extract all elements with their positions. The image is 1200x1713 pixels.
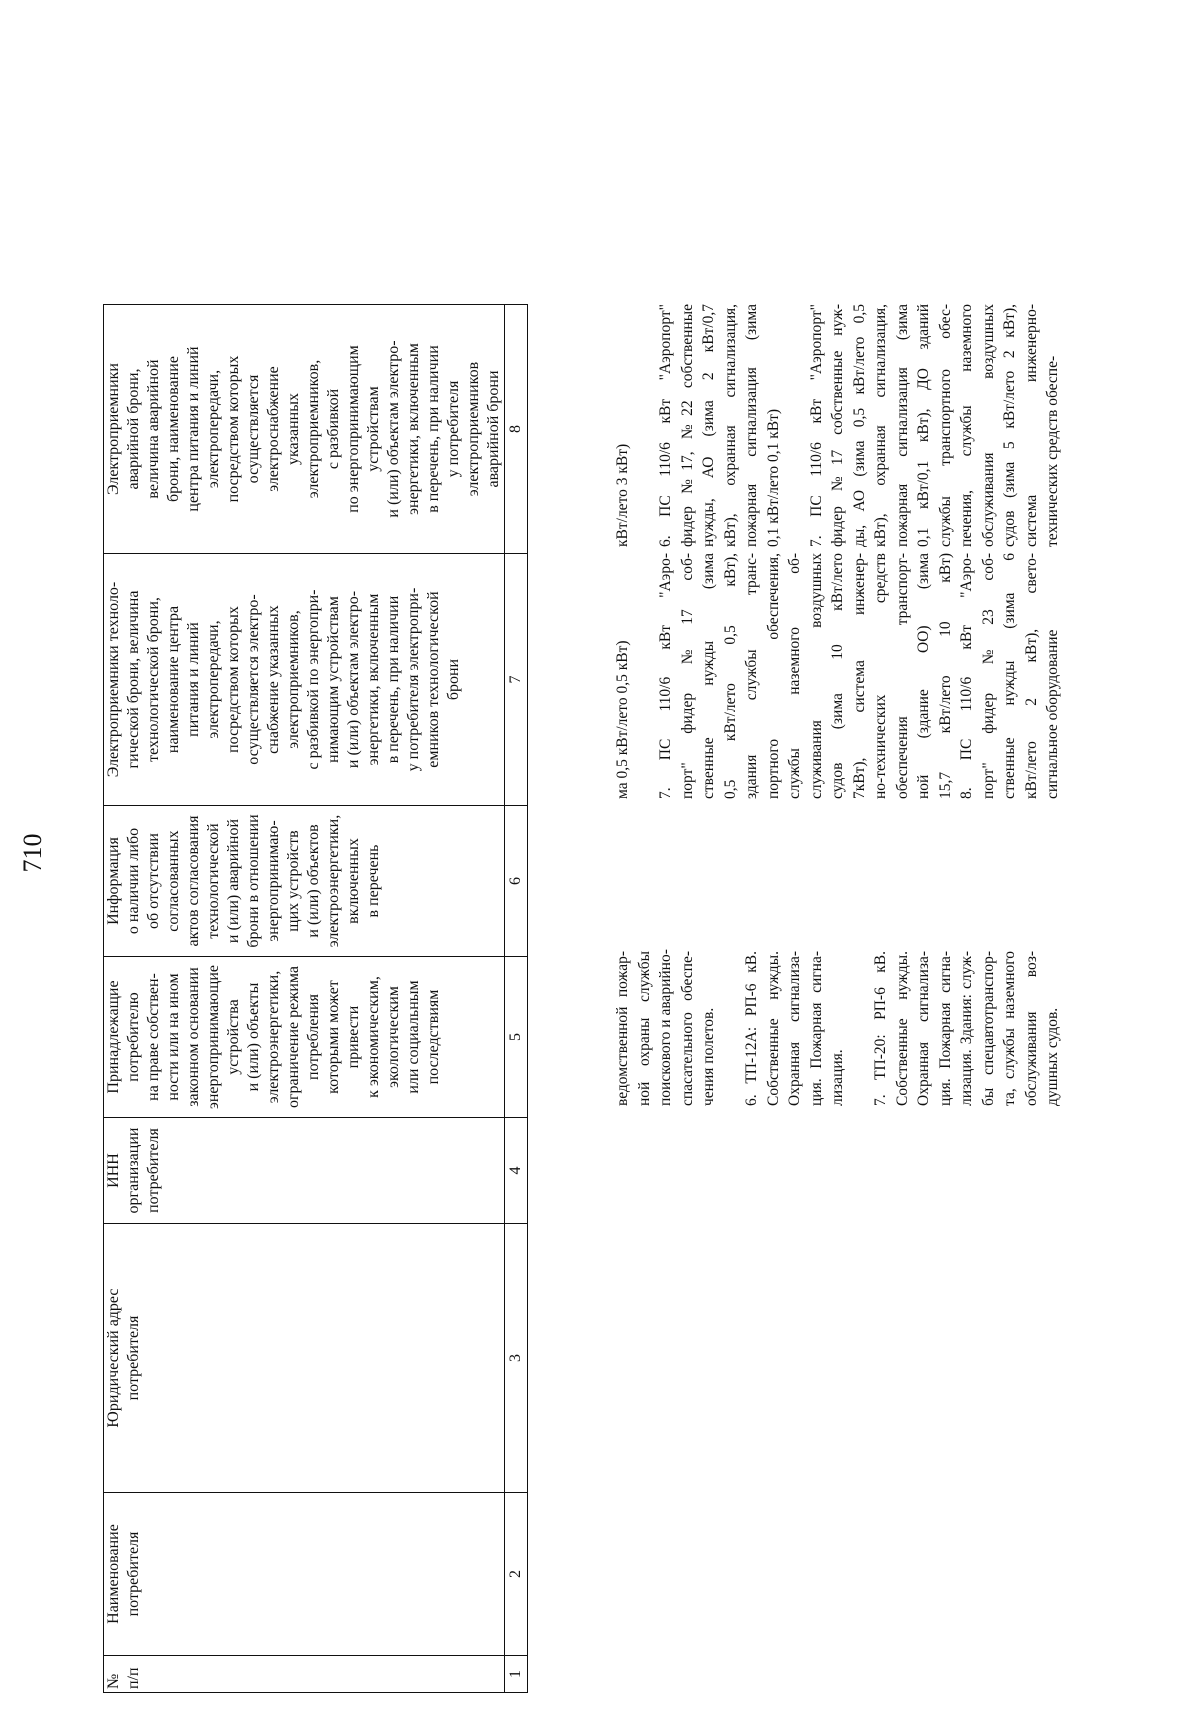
header-line: величина аварийной — [145, 359, 162, 499]
header-line: энергопринимающие — [205, 965, 222, 1109]
header-line: электропередачи, — [205, 369, 222, 489]
page-number: 710 — [18, 833, 47, 873]
continuation-column-5 — [612, 951, 1064, 1106]
paragraph-gap — [849, 951, 871, 1106]
header-line: электроэнергетики, — [265, 970, 282, 1104]
text-line: 7. ПС 110/6 кВт "Аэропорт" — [807, 304, 825, 547]
column-number: 5 — [505, 957, 528, 1118]
text-line: 8. ПС 110/6 кВт "Аэро- — [958, 553, 975, 799]
continuation-column-8 — [612, 304, 1064, 547]
header-line: о наличии либо — [125, 827, 142, 935]
header-line: последствиям — [425, 989, 442, 1085]
text-line: кВт), охранная сигнализация, — [721, 304, 739, 547]
column-number: 2 — [505, 1493, 528, 1656]
text-line: 15,7 кВт/лето 10 кВт) — [936, 553, 954, 799]
text-line: ведомственной пожар- — [614, 951, 631, 1106]
text-line: здания службы транс- — [743, 553, 760, 799]
header-line: энергетики, включенным — [365, 593, 382, 766]
header-line: энергетики, включенным — [405, 343, 422, 515]
header-line: в перечень — [365, 844, 382, 918]
header-line: включенных — [345, 838, 362, 924]
text-line: ция. Пожарная сигна- — [807, 951, 825, 1106]
text-line: порт" фидер №23 соб- — [979, 553, 997, 799]
header-line: Информация — [105, 837, 122, 925]
header-line: № — [105, 1673, 122, 1689]
text-line: пожарная сигнализация (зима — [743, 304, 760, 547]
text-line: лизация. Здания: служ- — [958, 951, 975, 1106]
text-line: Собственные нужды. — [764, 951, 782, 1106]
text-line: 0,1 кВт/0,1 кВт), ДО зданий — [915, 304, 932, 547]
text-line: сигнальное оборудование — [1044, 629, 1061, 799]
text-line: кВт/лето 3 кВт) — [614, 443, 631, 547]
header-line: на праве собствен- — [145, 973, 162, 1101]
header-col-8 — [104, 305, 505, 554]
header-col-5 — [104, 957, 505, 1118]
header-line: осуществляется — [245, 374, 262, 484]
text-line: судов (зима 10 кВт/лето — [829, 553, 846, 799]
header-line: электроэнергетики, — [325, 814, 342, 948]
column-number: 6 — [505, 806, 528, 957]
text-line: спасательного обеспе- — [678, 951, 696, 1106]
header-line: центра питания и линий — [185, 346, 202, 512]
header-line: об отсутствии — [145, 833, 162, 929]
text-line: службы наземного об- — [786, 553, 803, 799]
text-line: пожарная сигнализация (зима — [893, 304, 911, 547]
header-line: законном основании — [185, 967, 202, 1107]
text-line: обслуживания воз- — [1022, 951, 1040, 1106]
text-line: 0,5 кВт/лето 0,5 кВт), — [721, 553, 739, 799]
column-number: 3 — [505, 1224, 528, 1493]
header-line: по энергопринимающим — [345, 345, 362, 513]
text-line: Собственные нужды. — [893, 951, 911, 1106]
header-line: посредством которых — [225, 355, 242, 503]
text-line: кВт/лето 2 кВт), свето- — [1022, 553, 1040, 799]
header-line: электроприемников — [465, 361, 482, 497]
header-line: нимающим устройствам — [325, 596, 342, 763]
text-line: фидер №17 собственные нуж- — [829, 304, 846, 547]
text-line: 7. ПС 110/6 кВт "Аэро- — [657, 553, 674, 799]
header-line: гической брони, величина — [125, 590, 142, 769]
header-col-4 — [104, 1118, 505, 1224]
header-line: указанных — [285, 393, 302, 465]
text-line: лизация. — [829, 1049, 846, 1106]
header-line: Наименование — [105, 1524, 122, 1624]
text-line: 0,1 кВт/лето 0,1 кВт) — [764, 408, 782, 547]
header-col-6 — [104, 806, 505, 957]
text-line: ды, АО (зима 0,5 кВт/лето 0,5 — [850, 304, 868, 547]
text-line: кВт), охранная сигнализация, — [872, 304, 889, 547]
header-line: у потребителя — [445, 380, 462, 478]
header-line: или социальным — [405, 980, 422, 1094]
header-line: брони в отношении — [245, 814, 262, 948]
header-line: с разбивкой по энергопри- — [305, 589, 322, 770]
header-line: в перечень, при наличии — [385, 595, 402, 764]
continuation-column-7 — [612, 553, 1064, 799]
text-line: технических средств обеспе- — [1044, 355, 1061, 547]
paragraph-gap — [720, 951, 742, 1106]
header-line: потребителя — [125, 1531, 142, 1617]
text-line: ственные нужды (зима — [700, 553, 717, 799]
header-line: с разбивкой — [325, 388, 342, 470]
table-header-row — [104, 305, 505, 1693]
header-line: у потребителя электропри- — [405, 587, 422, 772]
text-line: ной (здание ОО) (зима — [915, 553, 932, 799]
text-line: службы транспортного обес- — [936, 304, 954, 547]
text-line: нужды, АО (зима 2 кВт/0,7 — [700, 304, 717, 547]
header-line: и (или) аварийной — [225, 818, 242, 944]
text-line: ственные нужды (зима 6 — [1001, 553, 1018, 799]
paragraph-gap — [634, 553, 656, 799]
header-line: снабжение указанных — [265, 605, 282, 754]
header-line: электроснабжение — [265, 366, 282, 492]
header-line: устройствам — [365, 386, 382, 472]
column-number: 8 — [505, 305, 528, 554]
text-line: 6. ТП-12А: РП-6 кВ. — [743, 951, 760, 1106]
header-line: брони — [445, 658, 462, 701]
paragraph-gap — [634, 304, 656, 547]
text-line: 7кВт), система инженер- — [850, 553, 868, 799]
header-line: экологическим — [385, 986, 402, 1088]
header-line: питания и линий — [185, 622, 202, 737]
header-line: технологической — [205, 823, 222, 939]
header-line: которыми может — [325, 980, 342, 1094]
header-col-2 — [104, 1493, 505, 1656]
text-line: Охранная сигнализа- — [786, 951, 803, 1106]
header-col-3 — [104, 1224, 505, 1493]
header-line: Электроприемники — [105, 363, 122, 495]
text-line: 7. ТП-20: РП-6 кВ. — [872, 951, 889, 1106]
header-line: потребления — [305, 994, 322, 1080]
header-line: осуществляется электро- — [245, 594, 262, 765]
header-line: Юридический адрес — [105, 1288, 122, 1428]
text-line: фидер №17, №22 собственные — [678, 304, 696, 547]
header-line: энергопринимаю- — [265, 820, 282, 942]
header-line: аварийной брони, — [125, 368, 142, 490]
header-line: и (или) объектам электро- — [345, 590, 362, 769]
text-line: но-технических средств — [872, 553, 889, 799]
text-line: ма 0,5 кВт/лето 0,5 кВт) — [614, 640, 631, 799]
text-line: судов (зима 5 кВт/лето 2 кВт), — [1001, 304, 1018, 547]
header-line: ности или на ином — [165, 973, 182, 1101]
header-line: потребителя — [145, 1128, 162, 1213]
text-line: Охранная сигнализа- — [915, 951, 932, 1106]
header-line: организации — [125, 1127, 142, 1214]
header-line: аварийной брони — [485, 370, 502, 488]
header-line: емников технологической — [425, 591, 442, 768]
header-line: электроприемников, — [305, 359, 322, 499]
text-line: портного обеспечения, — [764, 553, 782, 799]
paragraph-gap — [784, 304, 806, 547]
header-line: устройства — [225, 999, 242, 1075]
text-line: обслуживания воздушных — [979, 304, 997, 547]
consumer-table — [103, 304, 528, 1693]
header-line: брони, наименование — [165, 356, 182, 502]
text-line: ной охраны службы — [635, 951, 653, 1106]
column-number: 1 — [505, 1656, 528, 1693]
header-line: и (или) объектам электро- — [385, 340, 402, 518]
header-line: привести — [345, 1005, 362, 1069]
header-line: актов согласования — [185, 815, 202, 947]
text-line: печения, службы наземного — [958, 304, 975, 547]
text-line: душных судов. — [1044, 1007, 1061, 1106]
header-line: согласованных — [165, 830, 182, 932]
column-number: 4 — [505, 1118, 528, 1224]
header-line: и (или) объекты — [245, 982, 262, 1092]
header-col-1 — [104, 1656, 505, 1693]
text-line: чения полетов. — [700, 1007, 717, 1106]
text-line: система инженерно- — [1022, 304, 1040, 547]
header-line: в перечень, при наличии — [425, 345, 442, 513]
header-line: электропередачи, — [205, 620, 222, 739]
text-line: та, службы наземного — [1001, 951, 1018, 1106]
text-line: 6. ПС 110/6 кВт "Аэропорт" — [657, 304, 674, 547]
text-line: служивания воздушных — [807, 553, 825, 799]
header-line: наименование центра — [165, 605, 182, 754]
text-line: обеспечения транспорт- — [893, 553, 911, 799]
text-line: порт" фидер №17 соб- — [678, 553, 696, 799]
header-line: щих устройств — [285, 830, 302, 932]
header-line: Принадлежащие — [105, 980, 122, 1094]
header-line: потребителю — [125, 992, 142, 1082]
header-line: Электроприемники техноло- — [105, 581, 122, 778]
column-number-row — [505, 305, 528, 1693]
header-line: электроприемников, — [285, 610, 302, 749]
text-line: бы спецавтотранспор- — [979, 951, 997, 1106]
text-line: ция. Пожарная сигна- — [936, 951, 954, 1106]
header-line: потребителя — [125, 1315, 142, 1401]
header-line: и (или) объектов — [305, 824, 322, 938]
header-line: технологической брони, — [145, 597, 162, 762]
header-line: посредством которых — [225, 606, 242, 753]
header-line: к экономическим, — [365, 976, 382, 1098]
column-number: 7 — [505, 554, 528, 806]
header-col-7 — [104, 554, 505, 806]
header-line: п/п — [125, 1667, 142, 1689]
text-line: поискового и аварийно- — [657, 949, 674, 1106]
header-line: ограничение режима — [285, 966, 302, 1108]
header-line: ИНН — [105, 1153, 122, 1188]
